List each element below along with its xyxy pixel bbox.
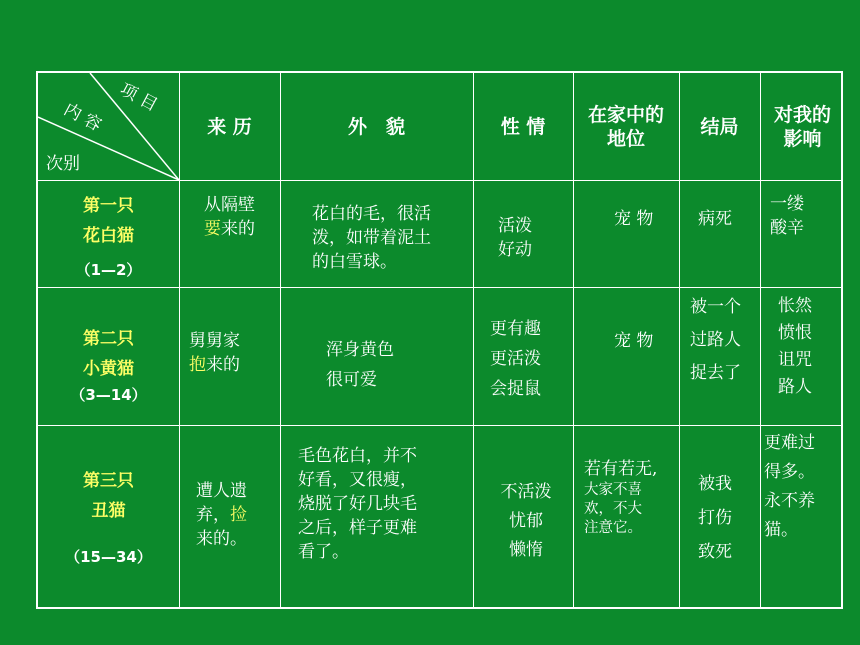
- corner-label-items: 项 目: [116, 79, 161, 116]
- row3-chapters: （15—34）: [65, 548, 152, 566]
- row1-name-line1: 第一只: [83, 196, 134, 216]
- row1-name-line2: 花白猫: [83, 226, 134, 246]
- header-ending: 结局: [700, 115, 739, 138]
- row1-ending: 病死: [698, 209, 732, 229]
- row3-appearance: 毛色花白，并不 好看，又很瘦， 烧脱了好几块毛 之后，样子更难 看了。: [298, 446, 417, 562]
- row3-name-cell: [38, 426, 179, 611]
- row2-effect: 怅然 愤恨 诅咒 路人: [778, 296, 812, 397]
- row1-appearance: 花白的毛，很活 泼，如带着泥土 的白雪球。: [312, 204, 431, 272]
- row3-origin-post: 来的。: [196, 529, 247, 549]
- corner-label-content: 内 容: [60, 99, 105, 136]
- row2-origin-pre: 舅舅家: [189, 331, 240, 351]
- row2-ending: 被一个 过路人 捉去了: [690, 297, 741, 383]
- row2-status: 宠 物: [614, 331, 654, 351]
- row3-name-line2: 丑猫: [91, 501, 126, 521]
- row3-status-line1: 若有若无,: [584, 459, 658, 479]
- row2-origin-highlight: 抱: [189, 355, 206, 375]
- row3-temperament: 不活泼 忧郁 懒惰: [500, 482, 552, 560]
- row2-name-line2: 小黄猫: [83, 359, 134, 379]
- row1-name-cell: [38, 181, 179, 287]
- row3-effect: 更难过 得多。 永不养 猫。: [764, 433, 815, 540]
- row1-status: 宠 物: [614, 209, 654, 229]
- row1-origin-pre: 从隔壁: [204, 195, 255, 215]
- row3-origin-highlight: 捡: [230, 505, 247, 525]
- row1-origin: [204, 193, 276, 241]
- corner-label-order: 次别: [46, 154, 80, 174]
- row2-appearance: 浑身黄色 很可爱: [326, 340, 394, 390]
- row2-name-cell: [38, 288, 179, 425]
- row1-effect: 一缕 酸辛: [770, 194, 804, 238]
- row2-origin: [189, 329, 275, 377]
- row1-chapters: （1—2）: [75, 261, 142, 279]
- corner-header: [38, 73, 179, 180]
- header-effect: 对我的 影响: [773, 103, 831, 150]
- row3-origin: [196, 479, 276, 551]
- row3-ending: 被我 打伤 致死: [698, 474, 732, 562]
- header-temperament: 性 情: [500, 115, 546, 138]
- row2-origin-post: 来的: [206, 355, 240, 375]
- row1-origin-post: 来的: [221, 219, 255, 239]
- row2-chapters: （3—14）: [70, 386, 147, 404]
- header-appearance: 外 貌: [347, 115, 405, 138]
- comparison-table: [36, 71, 843, 609]
- row2-temperament: 更有趣 更活泼 会捉鼠: [490, 319, 541, 399]
- row2-name-line1: 第二只: [83, 329, 134, 349]
- row3-status-rest: 大家不喜 欢，不大 注意它。: [584, 482, 642, 536]
- row3-origin-pre: 遭人遗 弃，: [196, 481, 247, 525]
- row3-status: [584, 457, 678, 538]
- row3-name-line1: 第三只: [83, 471, 134, 491]
- header-origin: 来 历: [207, 115, 252, 138]
- row1-origin-highlight: 要: [204, 219, 221, 239]
- header-status: 在家中的 地位: [587, 103, 664, 150]
- row1-temperament: 活泼 好动: [498, 216, 532, 260]
